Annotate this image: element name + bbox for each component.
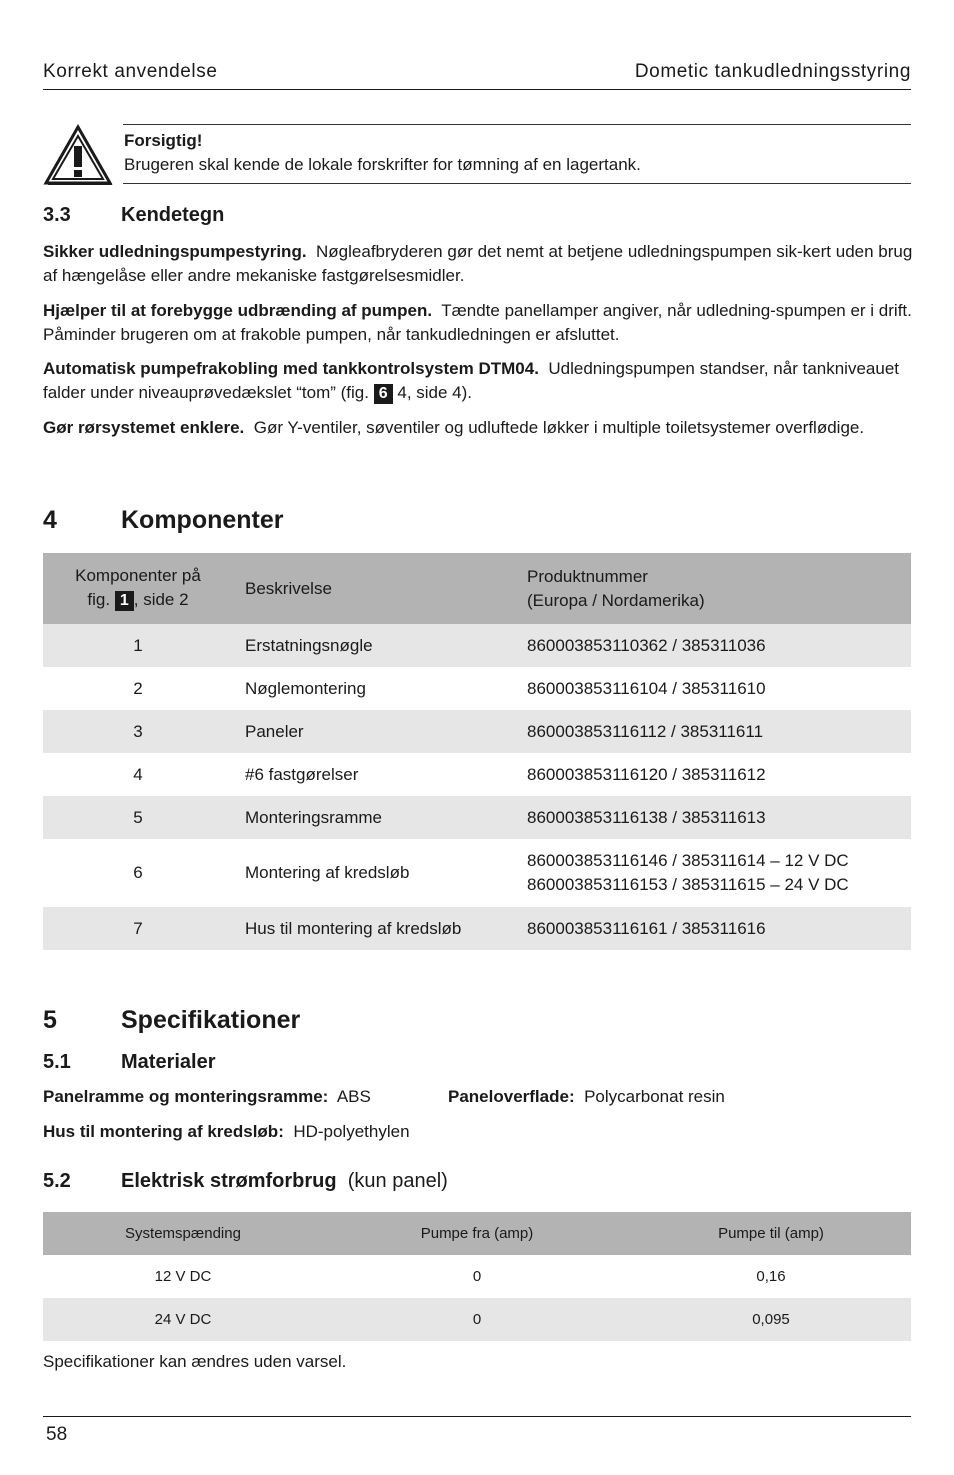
- table-header-row: [43, 553, 911, 624]
- power-consumption-table: [43, 1212, 911, 1341]
- section-5-1-number: 5.1: [43, 1051, 71, 1073]
- feature-paragraph: [43, 299, 913, 347]
- table-row: 6 Montering af kredsløb 860003853116146 / 385311614 – 12 V DC 860003853116153 / 385311615 – 24 V DC: [133, 851, 849, 894]
- material-frame: Panelramme og monteringsramme: ABS: [43, 1087, 371, 1106]
- caution-top-rule: [123, 124, 911, 125]
- column-header-pump-on: Pumpe til (amp): [631, 1212, 911, 1255]
- feature-text: Udledningspumpen standser, når tankniveauet falder under niveauprøvedækslet “tom” (fig.: [43, 359, 899, 402]
- feature-text: 4, side 4).: [397, 383, 473, 402]
- figure-reference-badge: 1: [115, 591, 134, 611]
- table-row: 12 V DC 0 0,16: [154, 1268, 786, 1285]
- specifications-footnote: Specifikationer kan ændres uden varsel.: [43, 1352, 347, 1371]
- section-5-number: 5: [43, 1006, 57, 1034]
- column-header-product-number: Produktnummer (Europa / Nordamerika): [527, 553, 911, 624]
- running-header-left: Korrekt anvendelse: [43, 61, 218, 82]
- table-row: 5 Monteringsramme 860003853116138 / 385311613: [43, 796, 911, 839]
- feature-lead: Hjælper til at forebygge udbrænding af pumpen.: [43, 301, 433, 320]
- warning-triangle-icon: [43, 124, 113, 186]
- section-4-title: Komponenter: [121, 506, 284, 534]
- table-row: 2 Nøglemontering 860003853116104 / 385311610: [133, 678, 766, 698]
- running-header-right: Dometic tankudledningsstyring: [634, 61, 911, 82]
- feature-text: Gør Y-ventiler, søventiler og udluftede løkker i multiple toiletsystemer overflødige.: [253, 418, 865, 437]
- section-5-1-title: Materialer: [121, 1051, 216, 1073]
- section-4-number: 4: [43, 506, 57, 534]
- caution-bottom-rule: [123, 183, 911, 184]
- column-header-component: Komponenter på fig. 1 , side 2: [43, 553, 233, 624]
- figure-reference-badge: 6: [374, 384, 393, 404]
- section-5-2-number: 5.2: [43, 1170, 71, 1192]
- column-header-voltage: Systemspænding: [43, 1212, 323, 1255]
- table-row: 3 Paneler 860003853116112 / 385311611: [43, 710, 911, 753]
- table-row: 4 #6 fastgørelser 860003853116120 / 385311612: [133, 764, 766, 784]
- feature-text: Nøgleafbryderen gør det nemt at betjene udledningspumpen sik-kert uden brug af hængelåse eller andre mekaniske fastgørelsesmidler.: [43, 242, 913, 285]
- section-3-3-number: 3.3: [43, 204, 71, 226]
- table-row: 24 V DC 0 0,095: [43, 1298, 911, 1341]
- section-5-title: Specifikationer: [121, 1006, 301, 1034]
- section-3-3-title: Kendetegn: [121, 204, 225, 226]
- components-table: [43, 553, 911, 950]
- caution-text: Brugeren skal kende de lokale forskrifter for tømning af en lagertank.: [124, 155, 641, 174]
- feature-lead: Automatisk pumpefrakobling med tankkontrolsystem DTM04.: [43, 359, 539, 378]
- page-number: 58: [46, 1424, 68, 1445]
- feature-lead: Sikker udledningspumpestyring.: [43, 242, 307, 261]
- feature-paragraph: [43, 357, 913, 405]
- material-surface: Paneloverflade: Polycarbonat resin: [448, 1087, 725, 1106]
- column-header-description: Beskrivelse: [233, 553, 527, 624]
- table-header-row: [43, 1212, 911, 1255]
- feature-lead: Gør rørsystemet enklere.: [43, 418, 245, 437]
- footer-rule: [43, 1416, 911, 1417]
- material-housing: Hus til montering af kredsløb: HD-polyethylen: [43, 1122, 410, 1141]
- header-rule: [43, 89, 911, 90]
- caution-title: Forsigtig!: [124, 131, 203, 150]
- table-row: 7 Hus til montering af kredsløb 860003853116161 / 385311616: [43, 907, 911, 950]
- feature-text: Tændte panellamper angiver, når udledning-spumpen er i drift. Påminder brugeren om at frakoble pumpen, når tankudledningen er afsluttet.: [43, 301, 912, 344]
- feature-paragraph: [43, 240, 913, 288]
- table-row: 1 Erstatningsnøgle 860003853110362 / 385311036: [43, 624, 911, 667]
- column-header-pump-off: Pumpe fra (amp): [323, 1212, 631, 1255]
- feature-paragraph: [43, 416, 913, 440]
- section-5-2-title: Elektrisk strømforbrug (kun panel): [121, 1170, 448, 1192]
